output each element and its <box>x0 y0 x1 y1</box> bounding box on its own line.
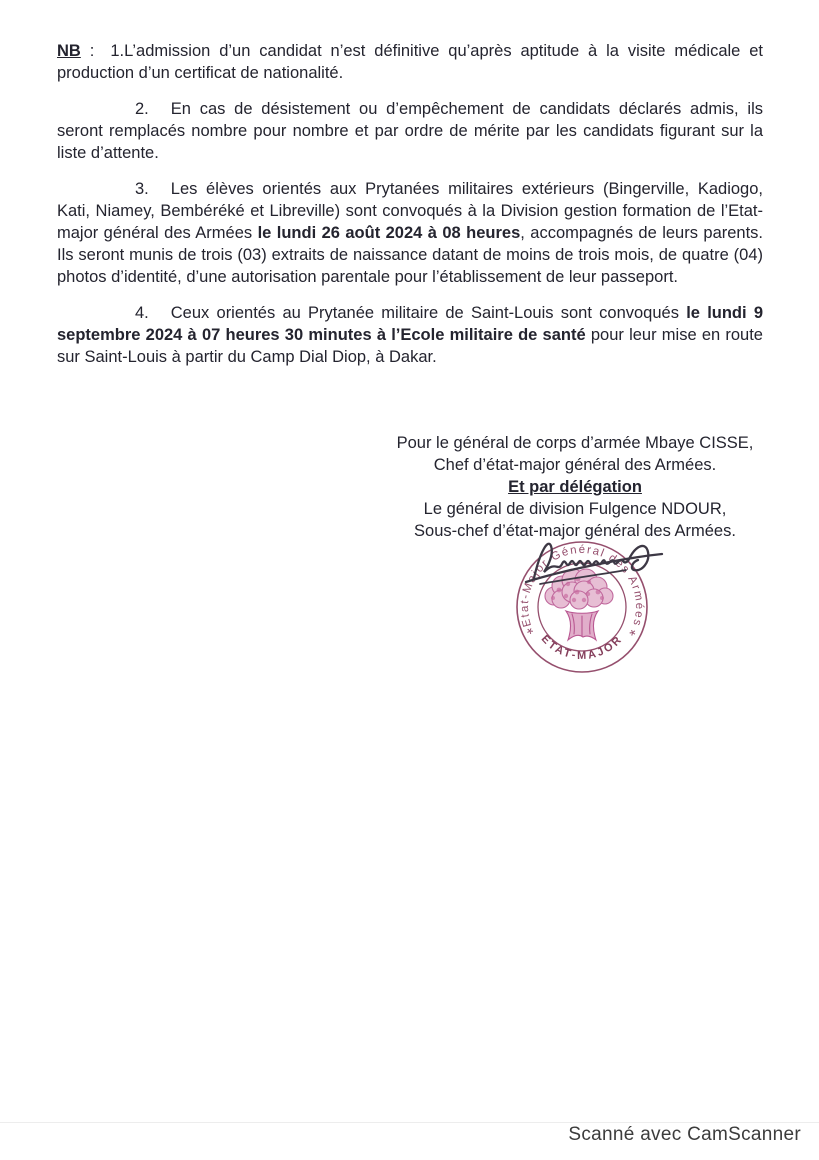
stamp-ring-text: Etat-Major Général des Armées <box>518 543 646 629</box>
stamp-bottom-text: ETAT-MAJOR <box>538 632 626 663</box>
paragraph-text: pour leur mise en route sur Saint-Louis à partir du Camp Dial Diop, à Dakar. <box>57 326 763 366</box>
paragraph-3 <box>57 178 763 288</box>
paragraph-bold-date: le lundi 26 août 2024 à 08 heures <box>257 224 521 242</box>
signature-line-1: Pour le général de corps d’armée Mbaye CISSE, <box>396 434 754 452</box>
signature-line-2: Chef d’état-major général des Armées. <box>433 456 717 474</box>
nb-colon: : <box>80 42 95 60</box>
paragraph-number: 2. <box>135 100 149 118</box>
stamp-star-left-icon: * <box>524 625 542 642</box>
paragraph-number: 3. <box>135 180 149 198</box>
paragraph-text: En cas de désistement ou d’empêchement de candidats déclarés admis, ils seront remplacés nombre pour nombre et par ordre de mérite par les candidats figurant sur la liste d’attente. <box>57 100 763 162</box>
signature-block <box>370 432 780 542</box>
page-edge-shadow <box>0 1122 819 1123</box>
svg-text:ETAT-MAJOR <box>539 633 626 662</box>
paragraph-4 <box>57 302 763 368</box>
official-stamp-seal <box>504 532 674 684</box>
paragraph-2 <box>57 98 763 164</box>
camscanner-watermark: Scanné avec CamScanner <box>568 1124 801 1145</box>
stamp-tree-emblem <box>545 569 613 640</box>
paragraph-text: Ceux orientés au Prytanée militaire de Saint-Louis sont convoqués <box>170 304 687 322</box>
paragraph-text: , accompagnés de leurs parents. Ils seront munis de trois (03) extraits de naissance datant de moins de trois mois, de quatre (04) photos d’identité, d’une autorisation parentale pour l’établissement de leur passeport. <box>57 224 764 286</box>
paragraph-number: 4. <box>135 304 149 322</box>
nb-text: 1.L’admission d’un candidat n’est définitive qu’après aptitude à la visite médicale et production d’un certificat de nationalité. <box>57 42 764 82</box>
nb-label: NB <box>57 42 81 60</box>
paragraph-bold-date: le lundi 9 septembre 2024 à 07 heures 30 minutes à l’Ecole militaire de santé <box>57 304 764 344</box>
paragraph-text: Les élèves orientés aux Prytanées militaires extérieurs (Bingerville, Kadiogo, Kati, Niamey, Bembéréké et Libreville) sont convoqués à la Division gestion formation de l’Etat-major général des Armées <box>57 180 763 242</box>
paragraph-nb <box>57 40 763 84</box>
document-body <box>57 40 763 382</box>
signature-line-5: Sous-chef d’état-major général des Armées. <box>414 522 736 540</box>
stamp-star-right-icon: * <box>621 627 639 643</box>
signature-line-4: Le général de division Fulgence NDOUR, <box>423 500 727 518</box>
signature-line-delegation: Et par délégation <box>508 478 642 496</box>
